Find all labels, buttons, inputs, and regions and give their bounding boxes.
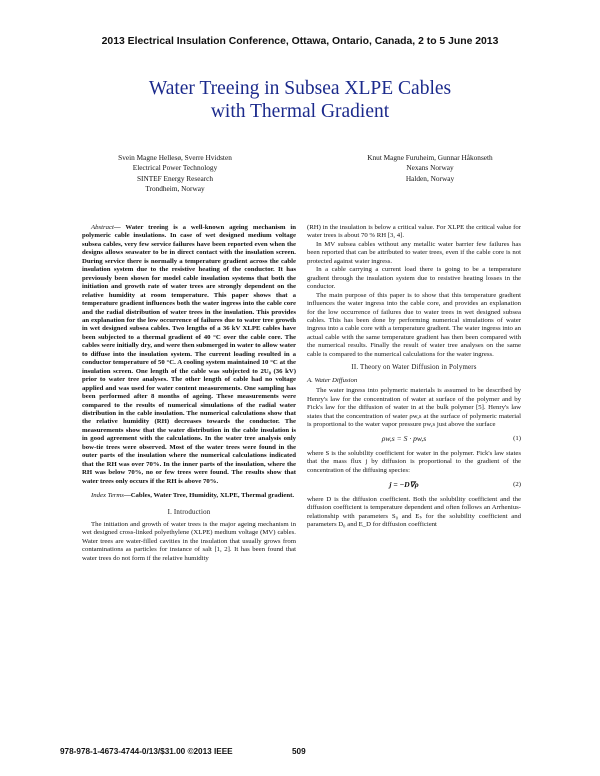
- paper-title: [0, 77, 600, 123]
- equation-1-expression: ρw,s = S · pw,s: [381, 434, 427, 444]
- paragraph-rh-critical: (RH) in the insulation is below a critical value. For XLPE the critical value for water trees is about 70 % RH [3, 4].: [307, 224, 521, 240]
- section-heading-theory: II. Theory on Water Diffusion in Polymers: [351, 364, 477, 372]
- paragraph-arrhenius: where D is the diffusion coefficient. Both the solubility coefficient and the diffusion coefficient is temperature dependent and often follows an Arrhenius-relationship with parameters S₀ and Eₛ for the solubility coefficient and parameters D₀ and E_D for diffusion coefficient: [307, 495, 521, 529]
- author-names-left: Svein Magne Hellesø, Sverre Hvidsten: [118, 153, 232, 162]
- title-line-1: Water Treeing in Subsea XLPE Cables: [148, 78, 452, 99]
- index-terms-paragraph: [82, 492, 296, 500]
- right-column: [307, 224, 521, 530]
- author-city-left: Trondheim, Norway: [145, 183, 205, 193]
- paragraph-main-purpose: The main purpose of this paper is to show that this temperature gradient influences the water ingress into the cable core, and provides an explanation for the low occurrence of failures due to water trees in wet designed subsea cables. This has been done by performing numerical simulations of water ingress into a cable core with a temperature gradient. The water ingress into an actual cable with the same temperature gradient has then been compared with the numerical results. Finally the result of water tree analyses on the same cable is compared to the numerical calculations for the water ingress.: [307, 291, 521, 358]
- equation-1-number: (1): [513, 435, 521, 443]
- author-city-right: Halden, Norway: [405, 173, 455, 183]
- index-terms-text: —Cables, Water Tree, Humidity, XLPE, Thermal gradient.: [123, 492, 295, 500]
- paragraph-ficks-law: where S is the solubility coefficient for water in the polymer. Fick's law states that the mass flux j by diffusion is proportional to the gradient of the concentration of the diffusing species:: [307, 449, 521, 474]
- abstract-text: — Water treeing is a well-known ageing mechanism in polymeric cable insulations. In case of wet designed medium voltage subsea cables, very few service failures have been reported even when the designs allows seawater to be in direct contact with the insulation screen. During service there is normally a temperature gradient across the cable insulation system due to the resistive heating of the conductor. It has previously been shown for model cable insulation systems that both the initiation and growth rate of water trees are strongly dependent on the relative humidity at room temperature. This paper shows that a temperature gradient influences both the water ingress into the cable core and the radial distribution of water trees in the insulation. This provides an explanation for the low occurrence of failures due to water tree growth in wet designed subsea cables. Two lengths of a 36 kV XLPE cables have been subjected to a thermal gradient of 40 °C over the cable core. The cables were initially dry, and were then submerged in water to allow water to diffuse into the insulation system. The current loading resulted in a conductor temperature of 50 °C. A cooling system maintained 10 °C at the insulation screen. One length of the cable was subjected to 2U₀ (36 kV) prior to water tree analyses. The other length of cable had no voltage applied and was used for water content measurements. One sampling has been performed after 8 months of ageing. These measurements were compared to the results of numerical simulations of the radial water distribution in the cable insulation. The numerical calculations show that the relative humidity (RH) decreases towards the conductor. The measurements show that the water distribution in the cable insulation is in good agreement with the calculations. In the water tree analysis only bow-tie trees were observed. Most of the water trees were found in the outer parts of the insulation where the numerical calculations indicated that the RH was over 70%. In the inner parts of the insulation, where the RH was below 70%, no or few trees were found. The results show that water trees only occurs if the RH is above 70%.: [82, 224, 296, 485]
- equation-2-expression: j = −D∇ρ: [389, 480, 419, 490]
- section-heading-introduction: I. Introduction: [167, 508, 211, 516]
- abstract-paragraph: [82, 224, 296, 486]
- equation-2: [307, 481, 521, 489]
- author-org-left-1: Electrical Power Technology: [132, 163, 218, 173]
- intro-paragraph: The initiation and growth of water trees is the major ageing mechanism in wet designed cross-linked polyethylene (XLPE) medium voltage (MV) cables. Water trees are water-filled cavities in the insulation that usually grows from contaminations as particles for instance of salt [1, 2]. It has been found that water trees do not form if the relative humidity: [82, 520, 296, 562]
- conference-header: 2013 Electrical Insulation Conference, Ottawa, Ontario, Canada, 2 to 5 June 2013: [101, 36, 499, 47]
- abstract-label: Abstract: [91, 224, 114, 231]
- author-block-left: [60, 153, 290, 194]
- author-org-left-2: SINTEF Energy Research: [136, 173, 214, 183]
- author-block-right: [310, 153, 550, 184]
- paragraph-temperature-gradient: In a cable carrying a current load there is going to be a temperature gradient through the insulation system due to resistive heating losses in the conductor.: [307, 266, 521, 291]
- paragraph-subsea-failures: In MV subsea cables without any metallic water barrier few failures has been reported that can be attributed to water trees, even if the cable core is not protected against water ingress.: [307, 240, 521, 265]
- equation-2-number: (2): [513, 481, 521, 489]
- index-terms-label: Index Terms: [91, 492, 124, 500]
- equation-1: [307, 435, 521, 443]
- author-org-right-1: Nexans Norway: [406, 163, 454, 173]
- title-line-2: with Thermal Gradient: [210, 101, 390, 122]
- author-names-right: Knut Magne Furuheim, Gunnar Håkonseth: [367, 153, 493, 162]
- footer-isbn: 978-978-1-4673-4744-0/13/$31.00 ©2013 IEEE: [60, 747, 233, 756]
- footer-page-number: 509: [292, 747, 306, 756]
- left-column: [82, 224, 296, 563]
- subsection-heading-water-diffusion: A. Water Diffusion: [307, 376, 358, 384]
- paragraph-henrys-law: The water ingress into polymeric materials is assumed to be described by Henry's law for the concentration of water at surface of the polymer and by Fick's law for the diffusion of water in at the bulk polymer [5]. Henry's law states that the concentration of water ρw,s at the surface of polymeric material is proportional to the water vapor pressure pw,s just above the surface: [307, 387, 521, 428]
